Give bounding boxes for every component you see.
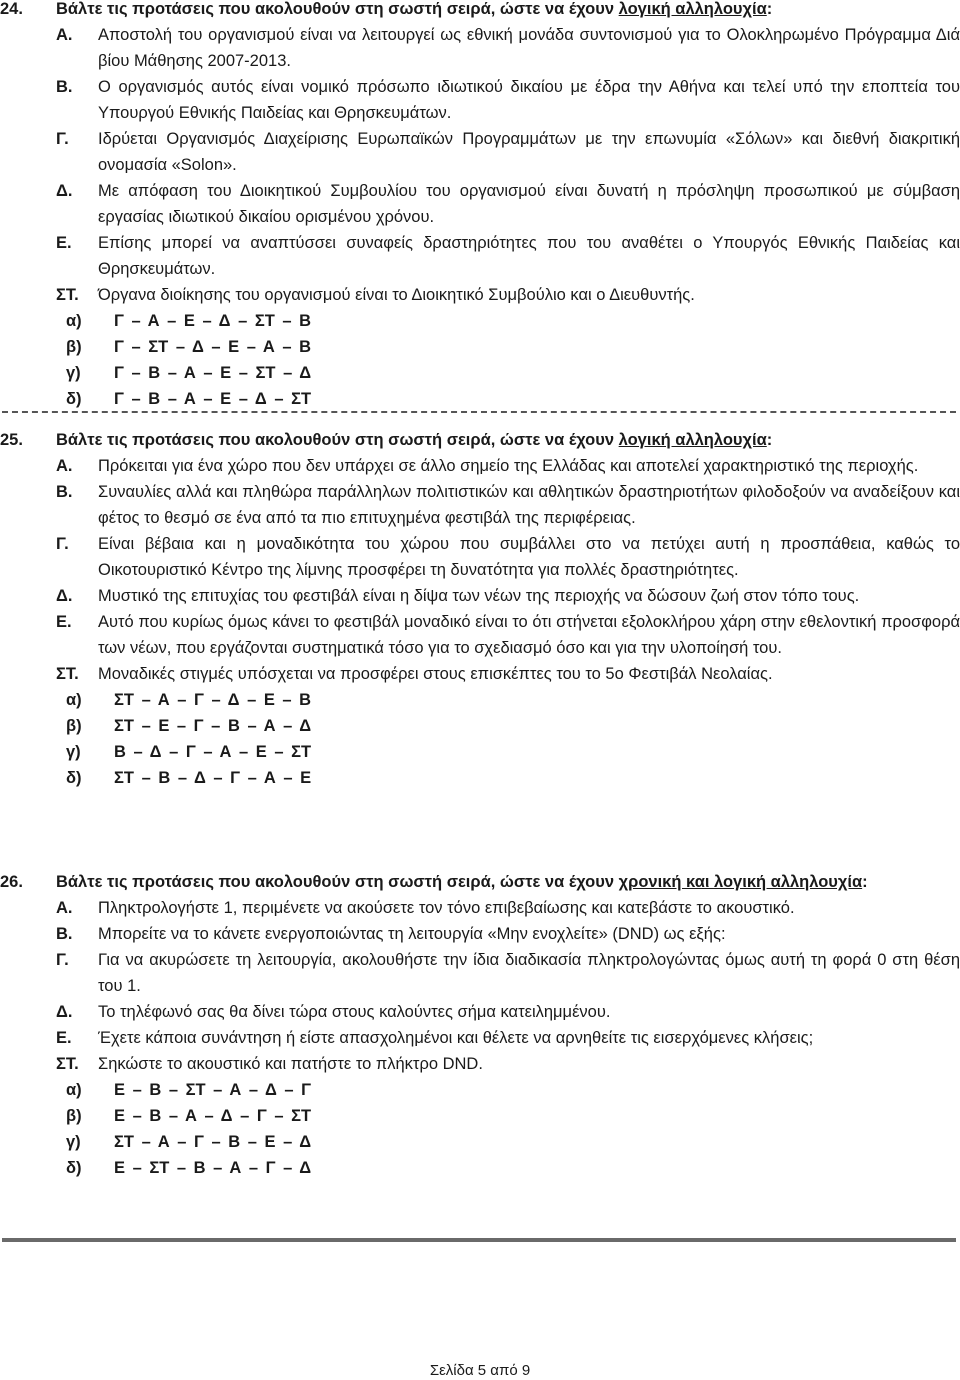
statement-d: Δ. Με απόφαση του Διοικητικού Συμβουλίου του οργανισμού είναι δυνατή η πρόσληψη προσωπικού με σύμβαση εργασίας ιδιωτικού δικαίου ορισμένου χρόνου.: [56, 182, 960, 226]
statement-e: Ε. Έχετε κάποια συνάντηση ή είστε απασχολημένοι και θέλετε να αρνηθείτε τις εισερχόμενες κλήσεις;: [56, 1029, 814, 1047]
question-25: [0, 427, 960, 791]
question-title: Βάλτε τις προτάσεις που ακολουθούν στη σωστή σειρά, ώστε να έχουν λογική αλληλουχία:: [56, 431, 773, 449]
question-number: 24.: [0, 0, 23, 18]
question-number: 26.: [0, 873, 23, 891]
option-a[interactable]: α) ΣΤ – Α – Γ – Δ – Ε – Β: [66, 691, 312, 709]
option-d[interactable]: δ) Γ – Β – Α – Ε – Δ – ΣΤ: [66, 390, 312, 408]
statement-b: Β. Συναυλίες αλλά και πληθώρα παράλληλων πολιτιστικών και αθλητικών δραστηριοτήτων φιλοδοξούν να αναδείξουν και φέτος το θεσμό σε ένα από τα πιο επιτυχημένα φεστιβάλ της περιφέρειας.: [56, 483, 960, 527]
statement-a: Α. Πληκτρολογήστε 1, περιμένετε να ακούσετε τον τόνο επιβεβαίωσης και κατεβάστε το ακουστικό.: [56, 899, 795, 917]
question-title: Βάλτε τις προτάσεις που ακολουθούν στη σωστή σειρά, ώστε να έχουν λογική αλληλουχία:: [56, 0, 773, 18]
statement-a: Α. Αποστολή του οργανισμού είναι να λειτουργεί ως εθνική μονάδα συντονισμού για το Ολοκληρωμένο Πρόγραμμα Διά βίου Μάθησης 2007-2013.: [56, 26, 960, 70]
statement-b: Β. Μπορείτε να το κάνετε ενεργοποιώντας τη λειτουργία «Μην ενοχλείτε» (DND) ως εξής:: [56, 925, 726, 943]
question-header: [0, 869, 960, 895]
statement-a: Α. Πρόκειται για ένα χώρο που δεν υπάρχει σε άλλο σημείο της Ελλάδας και αποτελεί χαρακτηριστικό της περιοχής.: [56, 457, 919, 475]
option-b[interactable]: β) Γ – ΣΤ – Δ – Ε – Α – Β: [66, 338, 312, 356]
statement-b: Β. Ο οργανισμός αυτός είναι νομικό πρόσωπο ιδιωτικού δικαίου με έδρα την Αθήνα και τελεί υπό την εποπτεία του Υπουργού Εθνικής Παιδείας και Θρησκευμάτων.: [56, 78, 960, 122]
solid-divider: [2, 1238, 956, 1242]
statement-c: Γ. Ιδρύεται Οργανισμός Διαχείρισης Ευρωπαϊκών Προγραμμάτων με την επωνυμία «Σόλων» και διεθνή διακριτική ονομασία «Solon».: [56, 130, 960, 174]
option-c[interactable]: γ) Γ – Β – Α – Ε – ΣΤ – Δ: [66, 364, 312, 382]
statement-c: Γ. Είναι βέβαια και η μοναδικότητα του χώρου που συμβάλλει στο να πετύχει αυτή η προσπάθεια, καθώς το Οικοτουριστικό Κέντρο της λίμνης προσφέρει τη δυνατότητα για πολλές δραστηριότητες.: [56, 535, 960, 579]
option-b[interactable]: β) ΣΤ – Ε – Γ – Β – Α – Δ: [66, 717, 312, 735]
statement-e: Ε. Αυτό που κυρίως όμως κάνει το φεστιβάλ μοναδικό είναι το ότι στήνεται εξολοκλήρου χάρη στην εθελοντική προσφορά των νέων, που εργάζονται συστηματικά τόσο για το σχεδιασμό όσο και για την υλοποίησή του.: [56, 613, 960, 657]
statement-f: ΣΤ. Μοναδικές στιγμές υπόσχεται να προσφέρει στους επισκέπτες του το 5ο Φεστιβάλ Νεολαίας.: [56, 665, 773, 683]
option-a[interactable]: α) Ε – Β – ΣΤ – Α – Δ – Γ: [66, 1081, 312, 1099]
statement-f: ΣΤ. Σηκώστε το ακουστικό και πατήστε το πλήκτρο DND.: [56, 1055, 483, 1073]
question-24: [0, 0, 960, 412]
page-footer: Σελίδα 5 από 9: [429, 1362, 531, 1379]
statement-e: Ε. Επίσης μπορεί να αναπτύσσει συναφείς δραστηριότητες που του αναθέτει ο Υπουργός Εθνικής Παιδείας και Θρησκευμάτων.: [56, 234, 960, 278]
statement-d: Δ. Μυστικό της επιτυχίας του φεστιβάλ είναι η δίψα των νέων της περιοχής να δώσουν ζωή στον τόπο τους.: [56, 587, 860, 605]
dashed-divider: [2, 411, 956, 413]
question-number: 25.: [0, 431, 23, 449]
statement-f: ΣΤ. Όργανα διοίκησης του οργανισμού είναι το Διοικητικό Συμβούλιο και ο Διευθυντής.: [56, 286, 695, 304]
option-d[interactable]: δ) ΣΤ – Β – Δ – Γ – Α – Ε: [66, 769, 312, 787]
question-26: [0, 869, 960, 1181]
option-d[interactable]: δ) Ε – ΣΤ – Β – Α – Γ – Δ: [66, 1159, 312, 1177]
question-title: Βάλτε τις προτάσεις που ακολουθούν στη σωστή σειρά, ώστε να έχουν χρονική και λογική αλληλουχία:: [56, 873, 868, 891]
option-b[interactable]: β) Ε – Β – Α – Δ – Γ – ΣΤ: [66, 1107, 312, 1125]
statement-c: Γ. Για να ακυρώσετε τη λειτουργία, ακολουθήστε την ίδια διαδικασία πληκτρολογώντας όμως αυτή τη φορά 0 στη θέση του 1.: [56, 951, 960, 995]
option-a[interactable]: α) Γ – Α – Ε – Δ – ΣΤ – Β: [66, 312, 312, 330]
option-c[interactable]: γ) Β – Δ – Γ – Α – Ε – ΣΤ: [66, 743, 312, 761]
option-c[interactable]: γ) ΣΤ – Α – Γ – Β – Ε – Δ: [66, 1133, 312, 1151]
statement-d: Δ. Το τηλέφωνό σας θα δίνει τώρα στους καλούντες σήμα κατειλημμένου.: [56, 1003, 611, 1021]
question-header: [0, 0, 960, 22]
question-header: [0, 427, 960, 453]
